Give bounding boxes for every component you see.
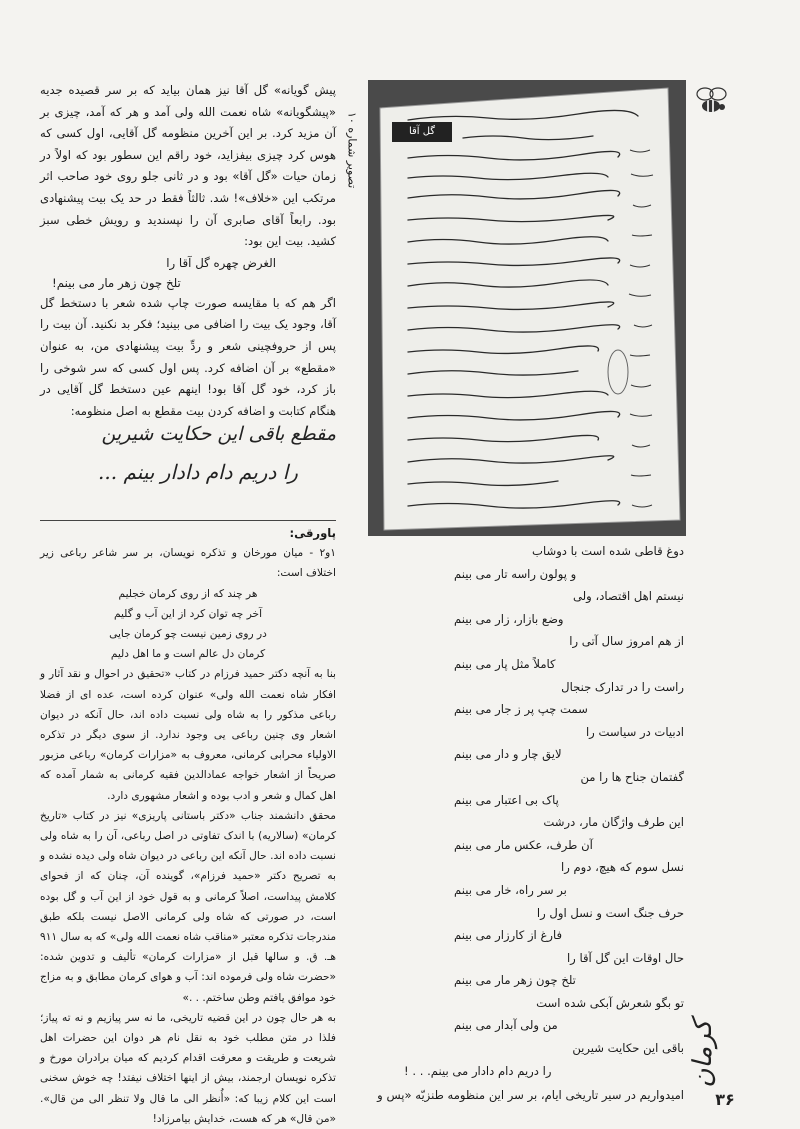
handwriting-line-1: مقطع باقی این حکایت شیرین <box>101 423 336 445</box>
manuscript-stamp: گل آقا <box>408 126 436 137</box>
bee-logo-icon <box>688 82 734 122</box>
poem <box>377 540 684 1107</box>
rubai-line-3: در روی زمین نیست چو کرمان جایی <box>109 628 267 641</box>
poem-line: حرف جنگ است و نسل اول را <box>536 905 684 920</box>
poem-line: کاملاً مثل پار می بینم <box>454 656 556 671</box>
poem-line: از هم امروز سال آتی را <box>569 634 684 649</box>
poem-line: نسل سوم که هیچ، دوم را <box>561 860 684 875</box>
poem-line: و پولون راسه تار می بینم <box>454 566 577 581</box>
poem-line: لایق چار و دار می بینم <box>454 747 562 762</box>
poem-line: بر سر راه، خار می بینم <box>454 882 567 897</box>
body-paragraph-1: پیش گویانه» گل آقا نیز همان بیاید که بر سر قصیده جدیه «پیشگویانه» شاه نعمت الله ولی آمد و هر که آمد، چیزی بر آن مزید کرد. بر این آخرین منظومه گل آقایی، اول کسی که هوس کرد چیزی بیفزاید، خود راقم این سطور بود که اولاً در زمان حیات «گل آقا» بود و در ثانی جلو روی خود صاحب اثر مرتکب این «خلاف»! شد. ثالثاً فقط در حد یک بیت پیشنهادی بود. رابعاً آقای صابری آن را نپسندید و رویش خطی سبز کشید. بیت این بود: <box>40 83 336 249</box>
figure-caption: تصویر شماره ۱۰ <box>345 111 359 189</box>
proposed-verse-line-1: الغرض چهره گل آقا را <box>166 255 276 270</box>
poem-line: دوغ قاطی شده است با دوشاب <box>532 544 684 558</box>
poem-line: تلخ چون زهر مار می بینم <box>454 973 576 988</box>
proposed-verse-line-2: تلخ چون زهر مار می بینم! <box>52 275 181 290</box>
poem-line: من ولی آبدار می بینم <box>454 1018 558 1033</box>
right-column <box>40 80 336 422</box>
poem-line: حال اوقات این گل آقا را <box>566 950 684 965</box>
poem-line: را دریم دام دادار می بینم. . . ! <box>404 1063 552 1078</box>
footnotes-divider <box>40 520 336 521</box>
handwriting-sample <box>60 406 336 510</box>
poem-line: وضع بازار، زار می بینم <box>454 611 564 626</box>
poem-line: این طرف واژگان مار، درشت <box>543 815 684 830</box>
manuscript-paper-image <box>368 80 686 536</box>
poem-line: باقی این حکایت شیرین <box>572 1041 684 1056</box>
handwriting-line-2: را دریم دام دادار بینم ... <box>98 460 298 484</box>
poem-line: ادبیات در سیاست را <box>585 724 684 739</box>
poem-line: فارغ از کارزار می بینم <box>454 928 563 943</box>
kerman-logo: کرمان <box>688 1020 718 1088</box>
poem-line: آن طرف، عکس مار می بینم <box>454 837 593 852</box>
page-number: ۳۶ <box>715 1090 735 1109</box>
body-paragraph-2: اگر هم که با مقایسه صورت چاپ شده شعر با دستخط گل آقا، وجود یک بیت را اضافی می بینید؛ فکر بد نکنید. آن بیت را پس از حروفچینی شعر و ردِّ بیت پیشنهادی من، به عنوان «مقطع» بر آن اضافه کرد. پس اول کسی که سر شوخی را باز کرد، خود گل آقا بود! اینهم عین دستخط گل آقایی در هنگام کتابت و اضافه کردن بیت مقطع به اصل منظومه: <box>40 295 336 418</box>
footnotes-title: پاورقی: <box>289 526 336 540</box>
closing-line: امیدواریم در سیر تاریخی ایام، بر سر این منظومه طنزیّه «پس و <box>377 1088 684 1103</box>
footnote-intro: ۱و۲ - میان مورخان و تذکره نویسان، بر سر شاعر رباعی زیر اختلاف است: <box>40 547 336 580</box>
manuscript-figure <box>368 80 686 536</box>
footnote-text-2: محقق دانشمند جناب «دکتر باستانی پاریزی» نیز در کتاب «تاریخ کرمان» (سالاریه) با اندک تفاوتی در اصل رباعی، آن را به شاه ولی نسبت داده اند. حال آنکه این رباعی در دیوان شاه ولی دیده نشده و به تصریح دکتر «حمید فرزام»، گوینده آن، چنان که از فحوای کلامش پیداست، اصلاً کرمانی و به قول خود از این آب و گل بوده است، در صورتی که شاه ولی کرمانی الاصل نیست بلکه طبق مندرجات تذکره معتبر «مناقب شاه نعمت الله ولی» که به سال ۹۱۱ هـ. ق. و سالها قبل از «مزارات کرمان» تألیف و تدوین شده: «حضرت شاه ولی فرموده اند: آب و هوای کرمان مطابق و به مزاج خود موافق یافتم وطن ساختم. . .» <box>40 809 336 1004</box>
rubai-line-1: هر چند که از روی کرمان خجلیم <box>118 587 258 600</box>
footnotes <box>40 520 336 1129</box>
poem-line: پاک بی اعتبار می بینم <box>454 792 559 807</box>
poem-line: گفتمان جناح ها را من <box>580 769 684 784</box>
rubai-line-2: آخر چه توان کرد از این آب و گلیم <box>113 607 263 620</box>
poem-line: راست را در تدارک جنجال <box>561 679 684 694</box>
poem-line: تو بگو شعرش آبکی شده است <box>536 995 684 1010</box>
footnote-text-3: به هر حال چون در این قضیه تاریخی، ما نه سر پیازیم و نه ته پیاز؛ فلذا در متن مطلب خود به نقل نام هر دوان این حضرات اهل شریعت و طریقت و معرفت اقدام کردیم که میان برادران مورخ و تذکره نویسان ارجمند، بیش از اینها اختلاف نیفتد! چه خوش سخنی است این کلام زیبا که: «أُنظر الی ما قال ولا تنظر الی من قال». «من قال» هر که هست، خدایش بیامرزاد! <box>40 1011 336 1125</box>
footnote-text-1: بنا به آنچه دکتر حمید فرزام در کتاب «تحقیق در احوال و نقد آثار و افکار شاه نعمت الله ولی» عنوان کرده است، عده ای از فضلا رباعی مذکور را به شاه ولی نسبت داده اند، حال آنکه در دیوان اشعار وی چنین رباعی یی وجود ندارد. از سوی دیگر در تذکره الاولیاء محرابی کرمانی، معروف به «مزارات کرمان» رباعی مزبور صریحاً از اشعار خواجه عمادالدین فقیه کرمانی به شمار آمده که اهل کمال و شعر و ادب بوده و اشعار مشهوری دارد. <box>40 668 336 802</box>
poem-line: سمت چپ پر ز جار می بینم <box>454 702 588 717</box>
rubai-line-4: کرمان دل عالم است و ما اهل دلیم <box>110 648 266 661</box>
poem-line: نیستم اهل اقتصاد، ولی <box>572 589 684 604</box>
